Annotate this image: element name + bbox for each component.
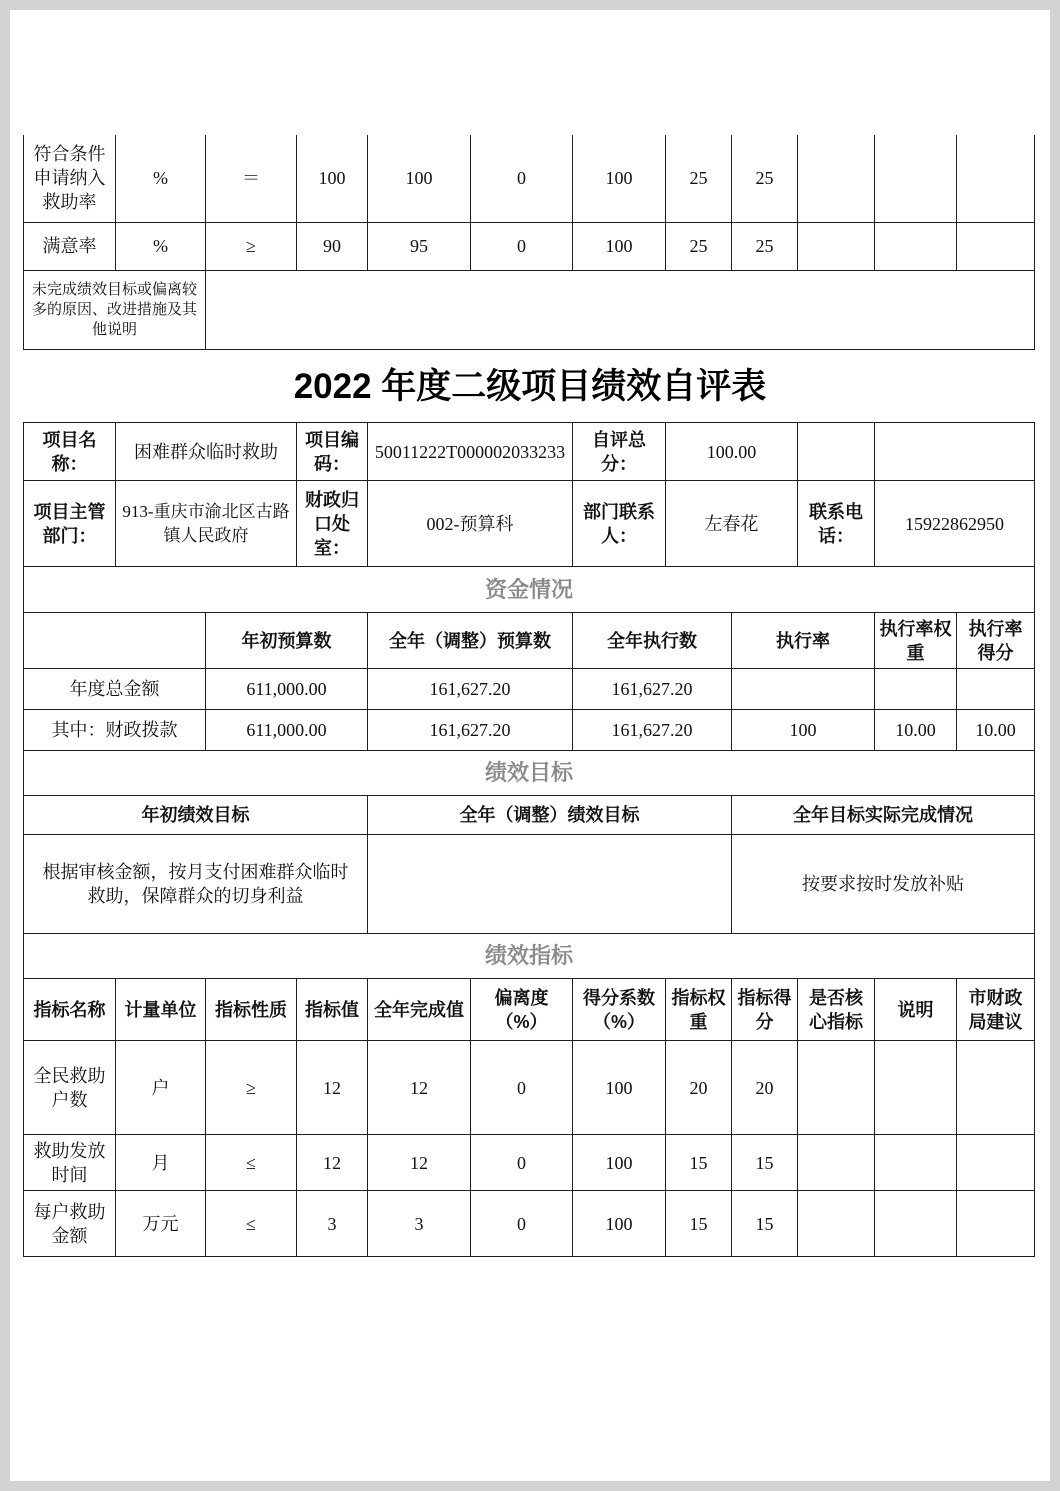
project-name-label: 项目名称： xyxy=(24,423,116,481)
execution-rate xyxy=(732,669,875,710)
indicator-row xyxy=(24,1041,1035,1135)
phone-number: 15922862950 xyxy=(875,481,1035,567)
indicator-remark xyxy=(875,1191,957,1257)
indicator-core-flag xyxy=(798,1135,875,1191)
remark-label: 未完成绩效目标或偏离较多的原因、改进措施及其他说明 xyxy=(24,270,206,349)
indicator-row xyxy=(24,1135,1035,1191)
execution-score: 10.00 xyxy=(957,710,1035,751)
indicator-unit: % xyxy=(116,135,206,222)
indicator-deviation: 0 xyxy=(471,1041,573,1135)
indicator-deviation: 0 xyxy=(471,1191,573,1257)
remark-value xyxy=(206,270,1035,349)
indicator-coefficient: 100 xyxy=(573,1191,666,1257)
indicator-unit: 月 xyxy=(116,1135,206,1191)
execution-weight xyxy=(875,669,957,710)
header-adjusted-budget: 全年（调整）预算数 xyxy=(368,613,573,669)
goal-completion: 按要求按时发放补贴 xyxy=(732,835,1035,934)
phone-label: 联系电话： xyxy=(798,481,875,567)
funds-header-row xyxy=(24,613,1035,669)
indicators-section-row xyxy=(24,934,1035,979)
indicator-score: 25 xyxy=(732,222,798,270)
indicator-weight: 20 xyxy=(666,1041,732,1135)
indicator-finance-suggestion xyxy=(957,1041,1035,1135)
adjusted-goal xyxy=(368,835,732,934)
indicator-nature: ≥ xyxy=(206,1041,297,1135)
goals-section-row xyxy=(24,751,1035,796)
funds-row xyxy=(24,669,1035,710)
header-execution-weight: 执行率权重 xyxy=(875,613,957,669)
header-initial-budget: 年初预算数 xyxy=(206,613,368,669)
blank-cell xyxy=(875,423,1035,481)
indicator-nature: ≤ xyxy=(206,1191,297,1257)
indicator-target: 3 xyxy=(297,1191,368,1257)
indicator-deviation: 0 xyxy=(471,1135,573,1191)
indicator-target: 12 xyxy=(297,1041,368,1135)
indicator-weight: 25 xyxy=(666,135,732,222)
indicator-actual: 12 xyxy=(368,1041,471,1135)
indicator-row xyxy=(24,222,1035,270)
header-remark: 说明 xyxy=(875,979,957,1041)
department-name: 913-重庆市渝北区古路镇人民政府 xyxy=(116,481,297,567)
previous-indicator-table xyxy=(23,135,1035,350)
indicator-coefficient: 100 xyxy=(573,135,666,222)
department-label: 项目主管部门： xyxy=(24,481,116,567)
adjusted-budget: 161,627.20 xyxy=(368,710,573,751)
header-executed: 全年执行数 xyxy=(573,613,732,669)
indicator-coefficient: 100 xyxy=(573,1041,666,1135)
execution-score xyxy=(957,669,1035,710)
indicator-actual: 3 xyxy=(368,1191,471,1257)
header-unit: 计量单位 xyxy=(116,979,206,1041)
header-goal-completion: 全年目标实际完成情况 xyxy=(732,796,1035,835)
indicator-finance-suggestion xyxy=(957,1191,1035,1257)
header-core-flag: 是否核心指标 xyxy=(798,979,875,1041)
indicator-name: 救助发放时间 xyxy=(24,1135,116,1191)
blank-cell xyxy=(798,423,875,481)
indicator-nature: ≤ xyxy=(206,1135,297,1191)
indicator-row xyxy=(24,135,1035,222)
initial-goal: 根据审核金额，按月支付困难群众临时救助，保障群众的切身利益 xyxy=(24,835,368,934)
funds-row-label: 其中：财政拨款 xyxy=(24,710,206,751)
execution-rate: 100 xyxy=(732,710,875,751)
indicator-actual: 95 xyxy=(368,222,471,270)
indicator-actual: 12 xyxy=(368,1135,471,1191)
indicator-weight: 15 xyxy=(666,1135,732,1191)
indicator-weight: 15 xyxy=(666,1191,732,1257)
header-deviation: 偏离度（%） xyxy=(471,979,573,1041)
header-actual: 全年完成值 xyxy=(368,979,471,1041)
document-title: 2022 年度二级项目绩效自评表 xyxy=(293,367,767,406)
initial-budget: 611,000.00 xyxy=(206,669,368,710)
funds-section-title: 资金情况 xyxy=(24,567,1035,613)
indicator-finance-suggestion xyxy=(957,1135,1035,1191)
indicator-actual: 100 xyxy=(368,135,471,222)
indicator-score: 15 xyxy=(732,1191,798,1257)
execution-weight: 10.00 xyxy=(875,710,957,751)
self-evaluation-table xyxy=(23,422,1035,1257)
indicator-remark xyxy=(875,135,957,222)
department-info-row xyxy=(24,481,1035,567)
indicator-target: 100 xyxy=(297,135,368,222)
indicator-remark xyxy=(875,1041,957,1135)
funds-row xyxy=(24,710,1035,751)
indicator-unit: 户 xyxy=(116,1041,206,1135)
indicator-remark xyxy=(875,222,957,270)
indicator-name: 全民救助户数 xyxy=(24,1041,116,1135)
executed-amount: 161,627.20 xyxy=(573,710,732,751)
indicator-finance-suggestion xyxy=(957,135,1035,222)
header-target: 指标值 xyxy=(297,979,368,1041)
indicator-core-flag xyxy=(798,135,875,222)
indicator-deviation: 0 xyxy=(471,222,573,270)
project-code-label: 项目编码： xyxy=(297,423,368,481)
remark-row xyxy=(24,270,1035,349)
indicator-score: 15 xyxy=(732,1135,798,1191)
indicators-section-title: 绩效指标 xyxy=(24,934,1035,979)
initial-budget: 611,000.00 xyxy=(206,710,368,751)
project-code: 50011222T000002033233 xyxy=(368,423,573,481)
indicator-score: 20 xyxy=(732,1041,798,1135)
indicator-remark xyxy=(875,1135,957,1191)
finance-office-label: 财政归口处室： xyxy=(297,481,368,567)
indicator-target: 12 xyxy=(297,1135,368,1191)
funds-section-row xyxy=(24,567,1035,613)
indicator-target: 90 xyxy=(297,222,368,270)
self-score: 100.00 xyxy=(666,423,798,481)
indicator-unit: % xyxy=(116,222,206,270)
indicator-row xyxy=(24,1191,1035,1257)
header-weight: 指标权重 xyxy=(666,979,732,1041)
header-initial-goal: 年初绩效目标 xyxy=(24,796,368,835)
adjusted-budget: 161,627.20 xyxy=(368,669,573,710)
funds-row-label: 年度总金额 xyxy=(24,669,206,710)
indicator-weight: 25 xyxy=(666,222,732,270)
goals-row xyxy=(24,835,1035,934)
header-adjusted-goal: 全年（调整）绩效目标 xyxy=(368,796,732,835)
header-execution-rate: 执行率 xyxy=(732,613,875,669)
contact-name: 左春花 xyxy=(666,481,798,567)
contact-label: 部门联系人： xyxy=(573,481,666,567)
indicator-deviation: 0 xyxy=(471,135,573,222)
indicator-finance-suggestion xyxy=(957,222,1035,270)
project-name: 困难群众临时救助 xyxy=(116,423,297,481)
indicator-nature: ≥ xyxy=(206,222,297,270)
indicator-score: 25 xyxy=(732,135,798,222)
header-execution-score: 执行率得分 xyxy=(957,613,1035,669)
indicators-header-row xyxy=(24,979,1035,1041)
self-score-label: 自评总分： xyxy=(573,423,666,481)
header-score: 指标得分 xyxy=(732,979,798,1041)
indicator-core-flag xyxy=(798,1191,875,1257)
indicator-coefficient: 100 xyxy=(573,222,666,270)
project-info-row xyxy=(24,423,1035,481)
executed-amount: 161,627.20 xyxy=(573,669,732,710)
goals-section-title: 绩效目标 xyxy=(24,751,1035,796)
header-nature: 指标性质 xyxy=(206,979,297,1041)
header-finance-suggestion: 市财政局建议 xyxy=(957,979,1035,1041)
indicator-name: 符合条件申请纳入救助率 xyxy=(24,135,116,222)
indicator-name: 每户救助金额 xyxy=(24,1191,116,1257)
indicator-core-flag xyxy=(798,1041,875,1135)
indicator-core-flag xyxy=(798,222,875,270)
indicator-coefficient: 100 xyxy=(573,1135,666,1191)
header-coefficient: 得分系数（%） xyxy=(573,979,666,1041)
indicator-unit: 万元 xyxy=(116,1191,206,1257)
indicator-name: 满意率 xyxy=(24,222,116,270)
header-indicator-name: 指标名称 xyxy=(24,979,116,1041)
indicator-nature: ＝ xyxy=(206,135,297,222)
finance-office: 002-预算科 xyxy=(368,481,573,567)
blank-cell xyxy=(24,613,206,669)
goals-header-row xyxy=(24,796,1035,835)
